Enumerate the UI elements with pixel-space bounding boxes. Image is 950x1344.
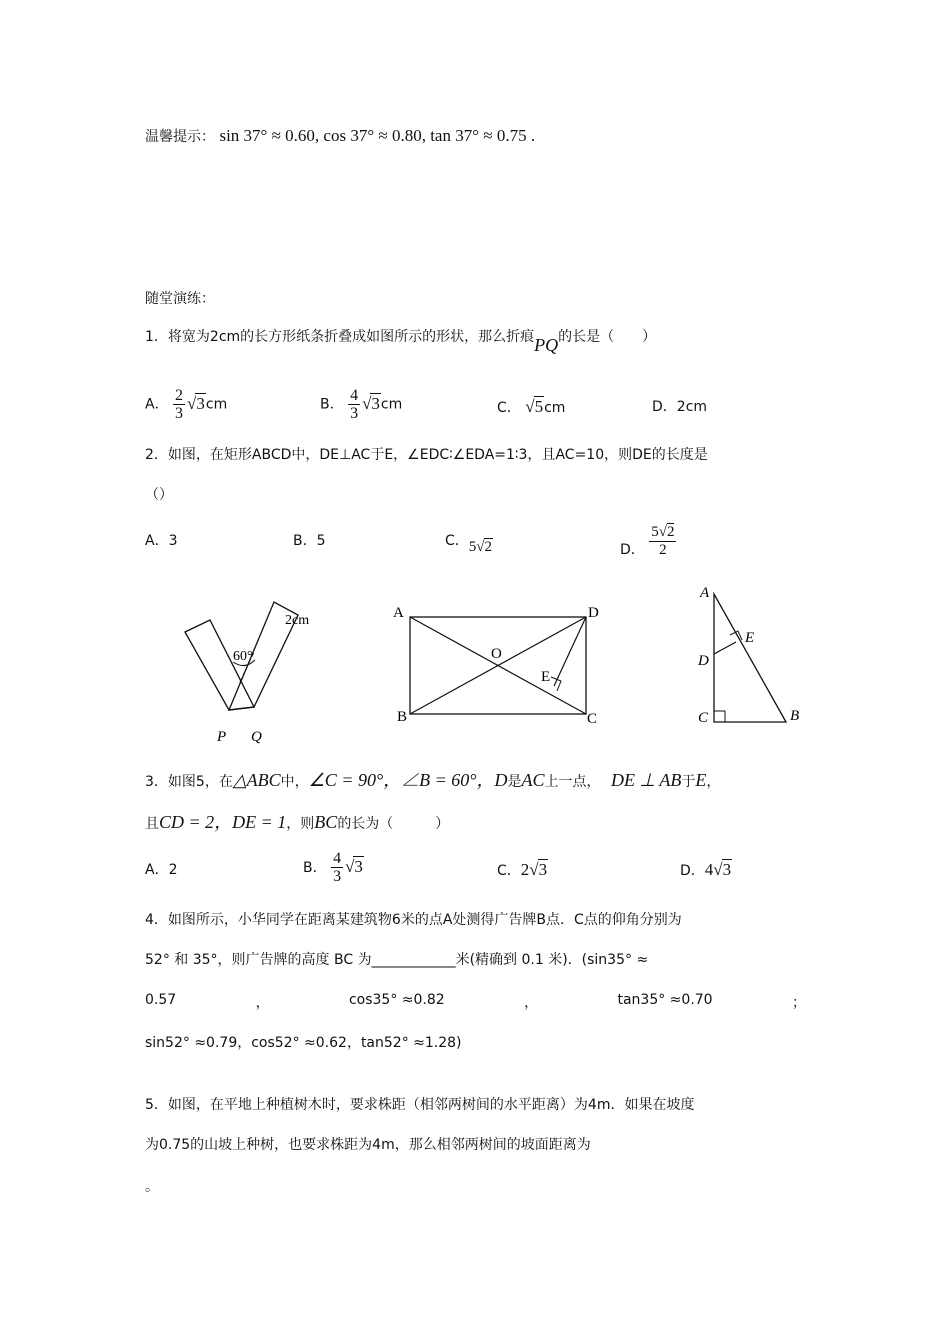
- q1-pq: PQ: [534, 335, 559, 355]
- fig3-b: B: [790, 708, 800, 724]
- fig2-o: O: [491, 646, 502, 662]
- section-title: 随堂演练：: [145, 291, 215, 307]
- q1-option-a: A． $\frac{2}{3}$ √3cm: [145, 387, 228, 422]
- fig2-c: C: [587, 711, 598, 727]
- fig2-b: B: [397, 709, 408, 725]
- fig2-a: A: [393, 605, 404, 621]
- q1-option-a-unit: cm: [205, 396, 228, 413]
- q1-option-a-label: A．: [145, 396, 169, 413]
- fig1-angle-label: 60°: [233, 649, 253, 664]
- figure-right-triangle: [690, 580, 815, 730]
- q1-option-b-fraction: $\frac{4}{3}$: [350, 387, 359, 422]
- q4-line1: 4．如图所示，小华同学在距离某建筑物6米的点A处测得广告牌B点．C点的仰角分别为: [145, 912, 682, 928]
- q3-option-b: B． $\frac{4}{3}$ √3: [303, 850, 363, 885]
- q3-option-d: D．4√3: [680, 860, 732, 879]
- fig2-d: D: [588, 605, 599, 621]
- fig3-d: D: [698, 653, 709, 669]
- q2-option-a: A．3: [145, 533, 178, 549]
- q1-option-c: C． √5cm: [497, 397, 566, 416]
- q1-option-c-label: C．: [497, 400, 521, 416]
- q4-line2: 52° 和 35°，则广告牌的高度 BC 为____________米(精确到 0.1 米)．(sin35° ≈: [145, 952, 649, 968]
- q3-option-a: A．2: [145, 862, 178, 878]
- q4-line3: 0.57 ， cos35° ≈0.82 ， tan35° ≈0.70 ；: [145, 992, 806, 1011]
- q4-line4: sin52° ≈0.79，cos52° ≈0.62，tan52° ≈1.28): [145, 1035, 462, 1051]
- tip-label: 温馨提示：: [145, 129, 215, 145]
- q3-line2: 且CD = 2，DE = 1，则BC的长为（ ）: [145, 812, 450, 832]
- fig3-e: E: [745, 630, 755, 646]
- q5-line2: 为0.75的山坡上种树，也要求株距为4m，那么相邻两树间的坡面距离为: [145, 1137, 591, 1153]
- fig1-width-label: 2cm: [285, 613, 310, 628]
- q1-option-d-label: D．: [652, 399, 677, 415]
- figure-rectangle: [385, 595, 610, 735]
- q1-option-b-unit: cm: [380, 396, 403, 413]
- q2-option-c: C．5√2: [445, 533, 493, 555]
- fig3-c: C: [698, 710, 709, 726]
- q1-option-d: [652, 397, 707, 417]
- q1-option-b-label: B．: [320, 396, 344, 413]
- q1-option-b: B． $\frac{4}{3}$ √3cm: [320, 387, 403, 422]
- fig3-a: A: [700, 585, 710, 601]
- q1-option-c-unit: cm: [544, 400, 566, 416]
- q1-option-a-fraction: $\frac{2}{3}$: [175, 387, 184, 422]
- q1-stem: [145, 325, 657, 355]
- tip-line: [145, 126, 535, 147]
- q1-option-d-text: 2cm: [676, 399, 708, 415]
- q2-line2: （）: [145, 487, 173, 503]
- q2-option-b: B．5: [293, 533, 326, 549]
- fig1-p-label: P: [217, 729, 227, 745]
- q5-line3: 。: [145, 1179, 159, 1195]
- q3-option-c: C．2√3: [497, 860, 548, 879]
- q3-line1: 3．如图5，在△ABC中，∠C = 90°，∠B = 60°，D是AC上一点， DE ⊥ AB于E，: [145, 770, 721, 790]
- figure-folded-strip: [175, 590, 325, 750]
- fig1-q-label: Q: [251, 729, 262, 745]
- q2-option-d: D． $\frac{5√2}{2}$: [620, 524, 675, 558]
- q4-answer-blank[interactable]: ____________: [371, 952, 456, 968]
- q5-line1: 5．如图，在平地上种植树木时，要求株距（相邻两树间的水平距离）为4m．如果在坡度: [145, 1097, 695, 1113]
- q1-tail: 的长是（ ）: [558, 329, 657, 345]
- fig2-e: E: [541, 669, 551, 685]
- q2-line1: 2．如图，在矩形ABCD中，DE⊥AC于E，∠EDC∶∠EDA=1∶3，且AC=10，则DE的长度是: [145, 447, 708, 463]
- q1-stem-text: 1．将宽为2cm的长方形纸条折叠成如图所示的形状，那么折痕: [145, 329, 535, 345]
- tip-formula: sin 37° ≈ 0.60, cos 37° ≈ 0.80, tan 37° ≈ 0.75 .: [219, 126, 536, 145]
